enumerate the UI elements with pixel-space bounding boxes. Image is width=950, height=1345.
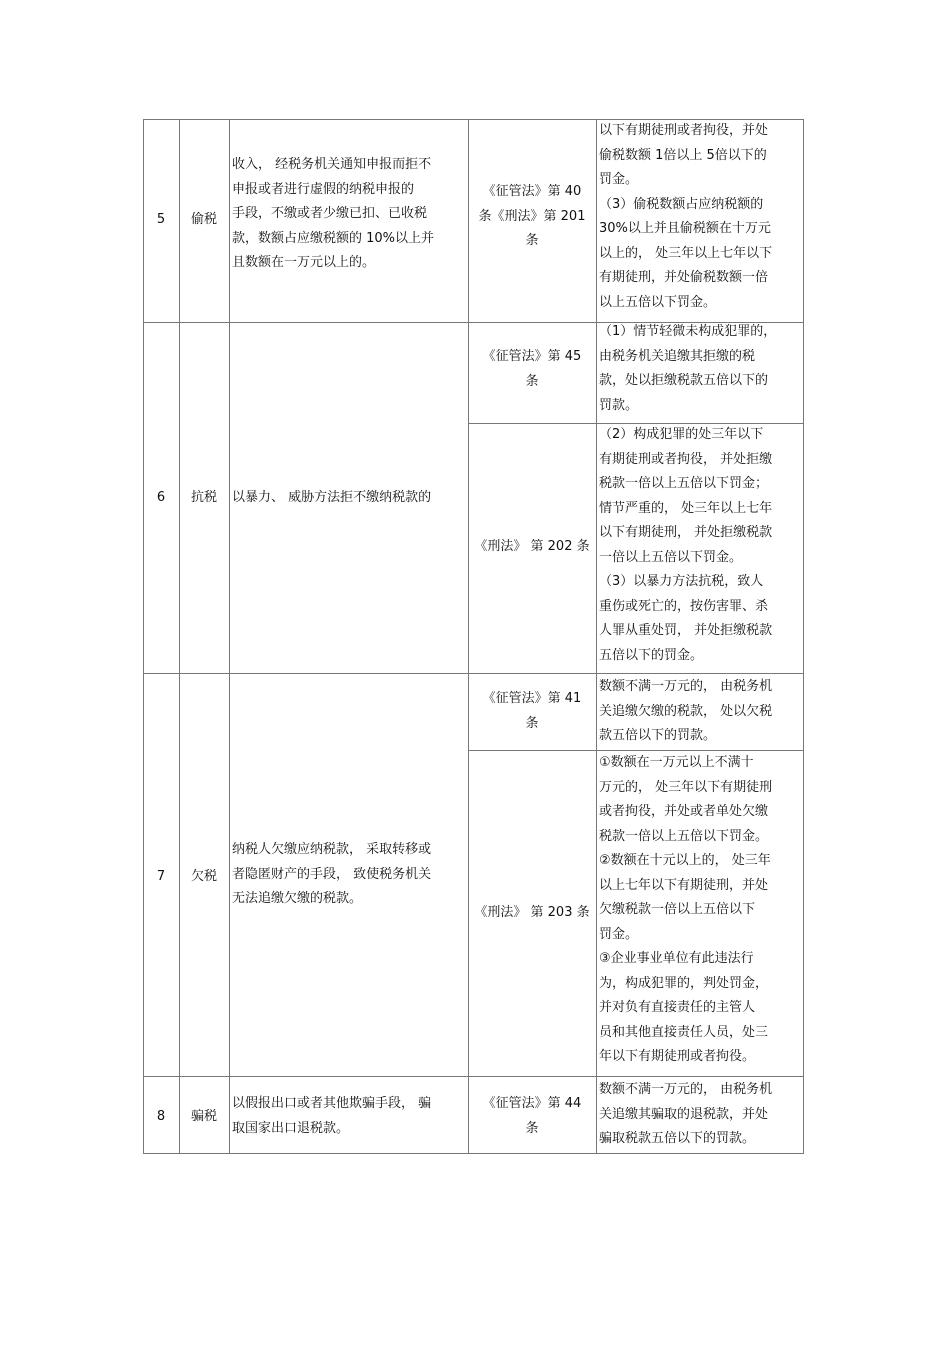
description-line: 纳税人欠缴应纳税款， 采取转移或 [232, 842, 432, 857]
penalty-text [599, 423, 802, 668]
penalty-line: 罚金。 [599, 172, 639, 187]
row-divider [143, 673, 804, 674]
penalty-text [599, 320, 802, 418]
law-line: 《征管法》第 41 [482, 691, 582, 706]
description-line: 无法追缴欠缴的税款。 [232, 891, 363, 906]
description-line: 取国家出口退税款。 [232, 1120, 350, 1136]
law-line: 《征管法》第 44 [482, 1096, 582, 1111]
description-line: 以假报出口或者其他欺骗手段， 骗 [232, 1096, 432, 1111]
penalty-line: 税款一倍以上五倍以下罚金； [599, 476, 769, 491]
penalty-line: 情节严重的， 处三年以上七年 [599, 500, 773, 516]
law-reference [470, 1092, 594, 1141]
penalty-line: ①数额在一万元以上不满十 [599, 755, 754, 770]
row-divider [143, 1076, 804, 1077]
penalty-line: 偷税数额 1倍以上 5倍以下的 [599, 147, 767, 163]
penalty-line: 税款一倍以上五倍以下罚金。 [599, 828, 769, 844]
penalty-line: 30%以上并且偷税额在十万元 [599, 221, 771, 236]
violation-name: 骗税 [190, 1109, 217, 1124]
penalty-line: 骗取税款五倍以下的罚款。 [599, 1131, 756, 1146]
law-reference [470, 180, 594, 254]
row-number: 8 [156, 1109, 166, 1124]
law-line: 条 [525, 715, 539, 731]
penalty-line: 关追缴欠缴的税款， 处以欠税 [599, 703, 773, 719]
violation-name: 欠税 [190, 869, 217, 884]
penalty-line: 万元的， 处三年以下有期徒刑 [599, 779, 773, 795]
law-line: 《征管法》第 45 [482, 349, 582, 364]
law-line: 条 [525, 1120, 539, 1136]
penalty-line: 款，处以拒缴税款五倍以下的 [599, 373, 769, 388]
penalty-line: 数额不满一万元的， 由税务机 [599, 679, 773, 694]
penalty-text [599, 1078, 802, 1152]
penalty-line: ③企业事业单位有此违法行 [599, 951, 754, 966]
violation-description [232, 153, 466, 276]
row-number: 5 [156, 212, 166, 227]
penalty-line: （3）偷税数额占应纳税额的 [599, 196, 764, 212]
penalty-line: 欠缴税款一倍以上五倍以下 [599, 902, 756, 917]
penalty-line: 或者拘役，并处或者单处欠缴 [599, 804, 769, 819]
law-line: 《刑法》 第 202 条 [474, 539, 590, 554]
penalty-line: 一倍以上五倍以下罚金。 [599, 549, 743, 565]
description-line: 申报或者进行虚假的纳税申报的 [232, 181, 415, 197]
penalty-line: 款五倍以下的罚款。 [599, 728, 717, 743]
penalty-line: 以下有期徒刑或者拘役，并处 [599, 123, 769, 138]
law-line: 条 [525, 233, 539, 248]
penalty-line: 以上的， 处三年以上七年以下 [599, 245, 773, 261]
law-reference [470, 535, 594, 560]
penalty-line: 有期徒刑，并处偷税数额一倍 [599, 270, 769, 285]
violation-description [232, 1092, 466, 1141]
law-reference [470, 687, 594, 736]
description-line: 者隐匿财产的手段， 致使税务机关 [232, 866, 432, 882]
law-reference [470, 901, 594, 926]
law-line: 《刑法》 第 203 条 [474, 905, 590, 920]
violation-name: 抗税 [190, 490, 217, 505]
penalty-line: 由税务机关追缴其拒缴的税 [599, 348, 756, 364]
penalty-line: 重伤或死亡的，按伤害罪、杀 [599, 598, 769, 614]
violation-description [232, 486, 466, 511]
penalty-text [599, 751, 802, 1070]
penalty-line: 罚金。 [599, 926, 639, 942]
penalty-line: （2）构成犯罪的处三年以下 [599, 427, 764, 442]
penalty-line: 以上七年以下有期徒刑，并处 [599, 877, 769, 893]
penalty-line: （1）情节轻微未构成犯罪的， [599, 324, 777, 339]
row-number: 7 [156, 869, 166, 884]
penalty-line: （3）以暴力方法抗税，致人 [599, 574, 764, 589]
penalty-line: 为，构成犯罪的，判处罚金， [599, 975, 769, 991]
violation-name: 偷税 [190, 212, 217, 227]
penalty-line: 有期徒刑或者拘役， 并处拒缴 [599, 451, 773, 467]
column-divider [229, 119, 230, 1154]
penalty-line: 关追缴其骗取的退税款，并处 [599, 1106, 769, 1122]
penalty-line: 罚款。 [599, 397, 639, 413]
penalty-line: 人罪从重处罚， 并处拒缴税款 [599, 623, 773, 638]
column-divider [179, 119, 180, 1154]
row-number: 6 [156, 490, 166, 505]
column-divider [468, 119, 469, 1154]
penalty-line: 并对负有直接责任的主管人 [599, 1000, 756, 1015]
penalty-line: ②数额在十元以上的， 处三年 [599, 853, 771, 868]
description-line: 以暴力、 威胁方法拒不缴纳税款的 [232, 490, 432, 505]
description-line: 款，数额占应缴税额的 10%以上并 [232, 230, 435, 246]
penalty-line: 以上五倍以下罚金。 [599, 294, 717, 310]
law-reference [470, 345, 594, 394]
penalty-text [599, 119, 802, 315]
penalty-line: 员和其他直接责任人员，处三 [599, 1024, 769, 1040]
description-line: 手段，不缴或者少缴已扣、已收税 [232, 206, 428, 221]
penalty-line: 数额不满一万元的， 由税务机 [599, 1082, 773, 1097]
penalty-line: 以下有期徒刑， 并处拒缴税款 [599, 525, 773, 540]
penalty-line: 年以下有期徒刑或者拘役。 [599, 1049, 756, 1064]
law-line: 条《刑法》第 201 [478, 208, 586, 224]
law-line: 条 [525, 373, 539, 389]
violation-description [232, 838, 466, 912]
column-divider [596, 119, 597, 1154]
penalty-line: 五倍以下的罚金。 [599, 647, 704, 663]
penalty-text [599, 675, 802, 749]
law-line: 《征管法》第 40 [482, 184, 582, 199]
description-line: 收入， 经税务机关通知申报而拒不 [232, 157, 432, 172]
description-line: 且数额在一万元以上的。 [232, 255, 376, 270]
